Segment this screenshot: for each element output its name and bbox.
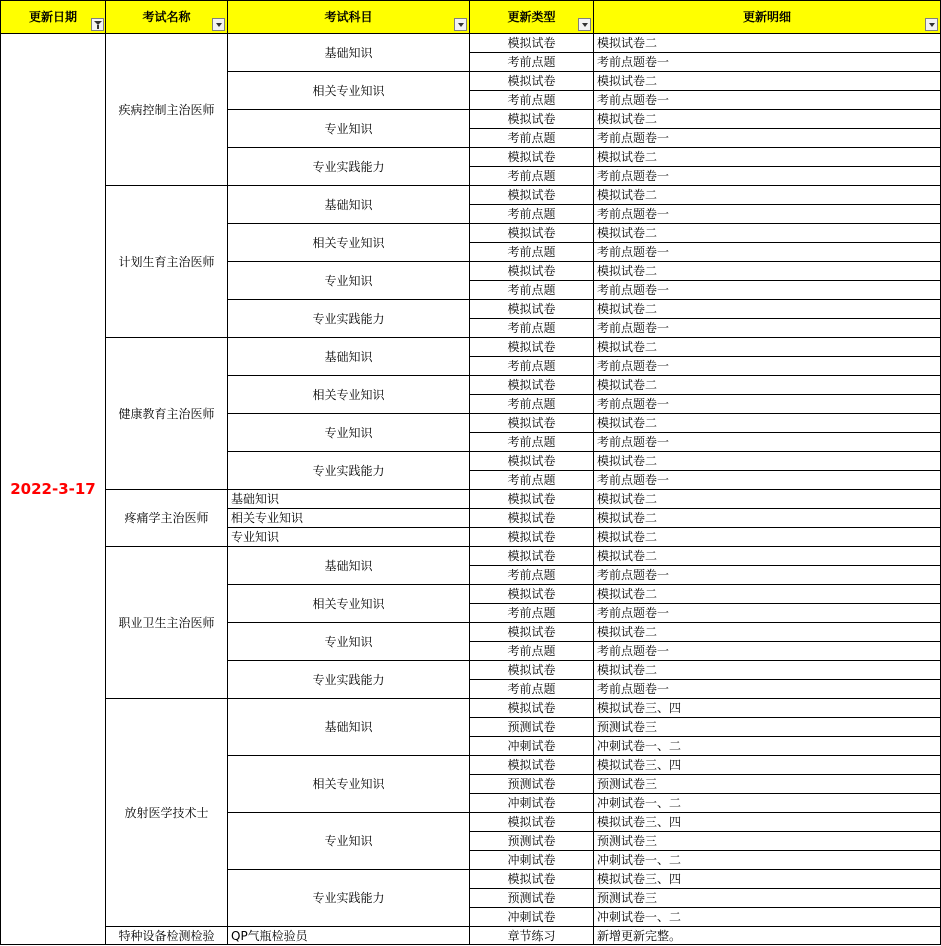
column-header-1-text: 更新日期 <box>28 10 77 24</box>
exam-name-cell-text: 疾病控制主治医师 <box>118 102 215 117</box>
update-type-cell-text: 模拟试卷 <box>507 340 556 354</box>
update-type-cell-text: 预测试卷 <box>507 777 556 791</box>
exam-subject-cell-text: 相关专业知识 <box>312 777 385 791</box>
update-detail-cell[interactable] <box>594 775 941 794</box>
update-type-cell-text: 考前点题 <box>507 606 556 620</box>
update-detail-cell-text: 模拟试卷二 <box>597 226 658 240</box>
update-detail-cell-text: 模拟试卷二 <box>597 492 658 506</box>
exam-name-cell[interactable] <box>106 338 228 490</box>
update-type-cell[interactable] <box>470 34 594 53</box>
update-type-cell[interactable] <box>470 908 594 927</box>
update-detail-cell-text: 考前点题卷一 <box>597 359 670 373</box>
update-type-cell[interactable] <box>470 395 594 414</box>
update-detail-cell[interactable] <box>594 395 941 414</box>
exam-subject-cell[interactable] <box>228 547 470 585</box>
update-detail-cell-text: 模拟试卷二 <box>597 188 658 202</box>
column-header-1[interactable] <box>0 0 106 34</box>
update-type-cell-text: 考前点题 <box>507 93 556 107</box>
filter-dropdown-button[interactable] <box>925 18 938 31</box>
update-detail-cell-text: 模拟试卷二 <box>597 112 658 126</box>
update-detail-cell[interactable] <box>594 490 941 509</box>
update-type-cell-text: 模拟试卷 <box>507 511 556 525</box>
update-detail-cell[interactable] <box>594 889 941 908</box>
filter-dropdown-button[interactable] <box>212 18 225 31</box>
update-type-cell[interactable] <box>470 414 594 433</box>
update-detail-cell[interactable] <box>594 243 941 262</box>
exam-name-cell-text: 放射医学技术士 <box>124 805 209 820</box>
update-type-cell[interactable] <box>470 775 594 794</box>
update-type-cell-text: 模拟试卷 <box>507 701 556 715</box>
exam-subject-cell[interactable] <box>228 509 470 528</box>
exam-subject-cell[interactable] <box>228 376 470 414</box>
update-type-cell-text: 模拟试卷 <box>507 74 556 88</box>
update-type-cell[interactable] <box>470 718 594 737</box>
update-type-cell-text: 章节练习 <box>507 928 556 943</box>
update-type-cell[interactable] <box>470 566 594 585</box>
update-type-cell[interactable] <box>470 319 594 338</box>
chevron-down-icon <box>216 23 222 27</box>
update-detail-cell[interactable] <box>594 148 941 167</box>
update-type-cell-text: 考前点题 <box>507 131 556 145</box>
update-type-cell-text: 模拟试卷 <box>507 150 556 164</box>
update-detail-cell[interactable] <box>594 642 941 661</box>
exam-subject-cell-text: 基础知识 <box>324 45 373 60</box>
update-type-cell[interactable] <box>470 756 594 775</box>
update-detail-cell[interactable] <box>594 338 941 357</box>
exam-name-cell[interactable] <box>106 34 228 186</box>
update-type-cell[interactable] <box>470 433 594 452</box>
update-type-cell[interactable] <box>470 794 594 813</box>
update-type-cell-text: 模拟试卷 <box>507 226 556 240</box>
exam-subject-cell-text: 专业实践能力 <box>312 159 385 174</box>
update-detail-cell[interactable] <box>594 186 941 205</box>
update-type-cell[interactable] <box>470 604 594 623</box>
update-detail-cell[interactable] <box>594 167 941 186</box>
update-detail-cell[interactable] <box>594 870 941 889</box>
column-header-3-text: 考试科目 <box>324 10 373 24</box>
update-type-cell[interactable] <box>470 832 594 851</box>
update-detail-cell[interactable] <box>594 300 941 319</box>
update-type-cell-text: 考前点题 <box>507 321 556 335</box>
update-detail-cell-text: 新增更新完整。 <box>597 928 682 943</box>
exam-subject-cell[interactable] <box>228 148 470 186</box>
column-header-5[interactable] <box>594 0 941 34</box>
update-detail-cell[interactable] <box>594 72 941 91</box>
update-type-cell[interactable] <box>470 471 594 490</box>
update-detail-cell[interactable] <box>594 452 941 471</box>
update-detail-cell[interactable] <box>594 794 941 813</box>
update-detail-cell-text: 预测试卷三 <box>597 891 658 905</box>
update-type-cell[interactable] <box>470 129 594 148</box>
update-type-cell[interactable] <box>470 110 594 129</box>
update-type-cell-text: 考前点题 <box>507 245 556 259</box>
exam-subject-cell-text: 基础知识 <box>324 558 373 573</box>
column-header-2-text: 考试名称 <box>142 10 191 24</box>
exam-subject-cell[interactable] <box>228 300 470 338</box>
update-detail-cell-text: 考前点题卷一 <box>597 435 670 449</box>
update-type-cell-text: 预测试卷 <box>507 834 556 848</box>
update-detail-cell-text: 考前点题卷一 <box>597 606 670 620</box>
update-detail-cell-text: 模拟试卷二 <box>597 264 658 278</box>
exam-subject-cell-text: 相关专业知识 <box>231 511 304 525</box>
update-type-cell[interactable] <box>470 680 594 699</box>
exam-subject-cell[interactable] <box>228 756 470 813</box>
exam-subject-cell-text: QP气瓶检验员 <box>231 928 308 943</box>
exam-name-cell-text: 疼痛学主治医师 <box>124 511 209 525</box>
update-type-cell[interactable] <box>470 262 594 281</box>
update-detail-cell-text: 模拟试卷三、四 <box>597 758 682 772</box>
update-detail-cell-text: 冲刺试卷一、二 <box>597 796 682 810</box>
update-detail-cell[interactable] <box>594 528 941 547</box>
update-detail-cell[interactable] <box>594 699 941 718</box>
update-type-cell-text: 考前点题 <box>507 473 556 487</box>
update-type-cell-text: 模拟试卷 <box>507 758 556 772</box>
update-type-cell[interactable] <box>470 338 594 357</box>
update-type-cell-text: 模拟试卷 <box>507 112 556 126</box>
update-type-cell-text: 模拟试卷 <box>507 36 556 50</box>
exam-subject-cell-text: 专业知识 <box>324 425 373 440</box>
exam-subject-cell[interactable] <box>228 528 470 547</box>
update-detail-cell[interactable] <box>594 471 941 490</box>
update-detail-cell-text: 冲刺试卷一、二 <box>597 910 682 924</box>
exam-subject-cell-text: 专业知识 <box>231 530 280 544</box>
exam-subject-cell-text: 专业知识 <box>324 273 373 288</box>
update-type-cell[interactable] <box>470 186 594 205</box>
update-type-cell-text: 考前点题 <box>507 207 556 221</box>
funnel-icon <box>94 21 102 29</box>
exam-subject-cell-text: 专业实践能力 <box>312 672 385 687</box>
update-type-cell-text: 考前点题 <box>507 682 556 696</box>
update-detail-cell-text: 预测试卷三 <box>597 777 658 791</box>
update-detail-cell[interactable] <box>594 129 941 148</box>
update-detail-cell-text: 模拟试卷二 <box>597 150 658 164</box>
exam-subject-cell[interactable] <box>228 927 470 945</box>
update-detail-cell[interactable] <box>594 281 941 300</box>
update-type-cell[interactable] <box>470 813 594 832</box>
column-header-3[interactable] <box>228 0 470 34</box>
update-type-cell-text: 冲刺试卷 <box>507 853 556 867</box>
update-type-cell[interactable] <box>470 224 594 243</box>
update-type-cell[interactable] <box>470 699 594 718</box>
update-detail-cell-text: 考前点题卷一 <box>597 169 670 183</box>
column-header-5-text: 更新明细 <box>742 10 791 24</box>
exam-subject-cell-text: 基础知识 <box>324 197 373 212</box>
exam-subject-cell-text: 专业知识 <box>324 121 373 136</box>
update-type-cell-text: 模拟试卷 <box>507 492 556 506</box>
exam-subject-cell[interactable] <box>228 72 470 110</box>
update-detail-cell[interactable] <box>594 680 941 699</box>
exam-subject-cell[interactable] <box>228 338 470 376</box>
update-type-cell-text: 考前点题 <box>507 644 556 658</box>
exam-name-cell[interactable] <box>106 547 228 699</box>
update-type-cell-text: 模拟试卷 <box>507 872 556 886</box>
update-detail-cell-text: 冲刺试卷一、二 <box>597 739 682 753</box>
exam-name-cell[interactable] <box>106 186 228 338</box>
update-detail-cell[interactable] <box>594 737 941 756</box>
update-type-cell-text: 模拟试卷 <box>507 378 556 392</box>
update-detail-cell[interactable] <box>594 927 941 945</box>
update-detail-cell-text: 考前点题卷一 <box>597 397 670 411</box>
update-detail-cell-text: 考前点题卷一 <box>597 682 670 696</box>
update-type-cell-text: 模拟试卷 <box>507 815 556 829</box>
update-type-cell[interactable] <box>470 547 594 566</box>
update-detail-cell-text: 预测试卷三 <box>597 720 658 734</box>
update-type-cell-text: 考前点题 <box>507 435 556 449</box>
update-detail-cell[interactable] <box>594 908 941 927</box>
update-type-cell-text: 冲刺试卷 <box>507 910 556 924</box>
update-detail-cell[interactable] <box>594 832 941 851</box>
update-type-cell-text: 考前点题 <box>507 397 556 411</box>
update-detail-cell-text: 考前点题卷一 <box>597 473 670 487</box>
exam-subject-cell[interactable] <box>228 490 470 509</box>
exam-name-cell-text: 职业卫生主治医师 <box>118 615 215 630</box>
update-detail-cell[interactable] <box>594 34 941 53</box>
update-detail-cell-text: 模拟试卷二 <box>597 625 658 639</box>
update-type-cell[interactable] <box>470 148 594 167</box>
update-type-cell[interactable] <box>470 870 594 889</box>
update-detail-cell[interactable] <box>594 433 941 452</box>
update-detail-cell-text: 模拟试卷三、四 <box>597 815 682 829</box>
update-detail-cell-text: 考前点题卷一 <box>597 568 670 582</box>
update-type-cell[interactable] <box>470 490 594 509</box>
update-detail-cell[interactable] <box>594 623 941 642</box>
update-date-cell-text: 2022-3-17 <box>10 479 96 498</box>
exam-name-cell-text: 特种设备检测检验 <box>118 928 215 943</box>
update-type-cell-text: 模拟试卷 <box>507 416 556 430</box>
update-type-cell[interactable] <box>470 509 594 528</box>
update-detail-cell[interactable] <box>594 604 941 623</box>
update-type-cell[interactable] <box>470 927 594 945</box>
exam-subject-cell-text: 专业知识 <box>324 834 373 848</box>
exam-subject-cell-text: 相关专业知识 <box>312 83 385 98</box>
column-header-4[interactable] <box>470 0 594 34</box>
update-date-cell[interactable] <box>0 34 106 945</box>
update-detail-cell-text: 考前点题卷一 <box>597 207 670 221</box>
update-type-cell[interactable] <box>470 376 594 395</box>
update-detail-cell-text: 模拟试卷二 <box>597 302 658 316</box>
exam-name-cell[interactable] <box>106 490 228 547</box>
update-detail-cell-text: 模拟试卷二 <box>597 549 658 563</box>
update-type-cell-text: 考前点题 <box>507 359 556 373</box>
exam-subject-cell-text: 基础知识 <box>324 720 373 734</box>
update-type-cell-text: 模拟试卷 <box>507 264 556 278</box>
update-type-cell[interactable] <box>470 642 594 661</box>
exam-subject-cell[interactable] <box>228 585 470 623</box>
update-detail-cell-text: 考前点题卷一 <box>597 131 670 145</box>
exam-subject-cell-text: 相关专业知识 <box>312 235 385 250</box>
update-type-cell-text: 预测试卷 <box>507 891 556 905</box>
update-detail-cell-text: 模拟试卷二 <box>597 74 658 88</box>
filter-dropdown-button[interactable] <box>454 18 467 31</box>
update-detail-cell-text: 模拟试卷二 <box>597 663 658 677</box>
update-detail-cell[interactable] <box>594 851 941 870</box>
exam-subject-cell[interactable] <box>228 699 470 756</box>
filter-active-icon[interactable] <box>91 18 104 31</box>
exam-name-cell[interactable] <box>106 699 228 927</box>
update-type-cell-text: 模拟试卷 <box>507 663 556 677</box>
chevron-down-icon <box>458 23 464 27</box>
exam-name-cell-text: 健康教育主治医师 <box>118 406 215 421</box>
exam-subject-cell[interactable] <box>228 414 470 452</box>
exam-subject-cell-text: 相关专业知识 <box>312 596 385 611</box>
update-type-cell[interactable] <box>470 623 594 642</box>
update-type-cell-text: 模拟试卷 <box>507 188 556 202</box>
update-type-cell[interactable] <box>470 243 594 262</box>
update-detail-cell[interactable] <box>594 414 941 433</box>
update-detail-cell-text: 模拟试卷三、四 <box>597 872 682 886</box>
update-detail-cell[interactable] <box>594 585 941 604</box>
update-detail-cell[interactable] <box>594 205 941 224</box>
update-detail-cell[interactable] <box>594 91 941 110</box>
exam-subject-cell[interactable] <box>228 110 470 148</box>
update-detail-cell-text: 模拟试卷二 <box>597 511 658 525</box>
update-detail-cell[interactable] <box>594 262 941 281</box>
chevron-down-icon <box>929 23 935 27</box>
exam-subject-cell-text: 专业实践能力 <box>312 891 385 905</box>
update-detail-cell[interactable] <box>594 319 941 338</box>
update-detail-cell-text: 考前点题卷一 <box>597 644 670 658</box>
update-detail-cell-text: 模拟试卷二 <box>597 587 658 601</box>
exam-subject-cell-text: 基础知识 <box>231 492 280 506</box>
update-type-cell[interactable] <box>470 585 594 604</box>
update-type-cell[interactable] <box>470 889 594 908</box>
exam-subject-cell[interactable] <box>228 813 470 870</box>
update-type-cell[interactable] <box>470 167 594 186</box>
update-detail-cell[interactable] <box>594 376 941 395</box>
exam-subject-cell-text: 基础知识 <box>324 349 373 364</box>
exam-subject-cell-text: 专业知识 <box>324 634 373 649</box>
update-type-cell-text: 冲刺试卷 <box>507 796 556 810</box>
update-type-cell[interactable] <box>470 452 594 471</box>
update-detail-cell-text: 考前点题卷一 <box>597 55 670 69</box>
update-detail-cell-text: 考前点题卷一 <box>597 93 670 107</box>
update-type-cell[interactable] <box>470 528 594 547</box>
update-type-cell[interactable] <box>470 53 594 72</box>
column-header-2[interactable] <box>106 0 228 34</box>
update-type-cell-text: 模拟试卷 <box>507 302 556 316</box>
update-type-cell[interactable] <box>470 737 594 756</box>
chevron-down-icon <box>582 23 588 27</box>
exam-subject-cell[interactable] <box>228 870 470 927</box>
exam-name-cell[interactable] <box>106 927 228 945</box>
update-detail-cell-text: 模拟试卷二 <box>597 454 658 468</box>
update-detail-cell[interactable] <box>594 357 941 376</box>
exam-subject-cell[interactable] <box>228 661 470 699</box>
update-type-cell-text: 考前点题 <box>507 568 556 582</box>
exam-subject-cell[interactable] <box>228 224 470 262</box>
update-detail-cell-text: 模拟试卷二 <box>597 340 658 354</box>
update-detail-cell[interactable] <box>594 224 941 243</box>
update-type-cell-text: 模拟试卷 <box>507 625 556 639</box>
update-type-cell[interactable] <box>470 357 594 376</box>
update-detail-cell-text: 预测试卷三 <box>597 834 658 848</box>
column-header-4-text: 更新类型 <box>507 10 556 24</box>
update-type-cell-text: 模拟试卷 <box>507 587 556 601</box>
exam-subject-cell[interactable] <box>228 452 470 490</box>
update-type-cell[interactable] <box>470 661 594 680</box>
exam-subject-cell-text: 专业实践能力 <box>312 311 385 326</box>
update-detail-cell-text: 模拟试卷二 <box>597 36 658 50</box>
update-type-cell[interactable] <box>470 91 594 110</box>
update-detail-cell[interactable] <box>594 110 941 129</box>
update-detail-cell-text: 模拟试卷三、四 <box>597 701 682 715</box>
update-type-cell-text: 模拟试卷 <box>507 454 556 468</box>
exam-subject-cell-text: 相关专业知识 <box>312 387 385 402</box>
update-type-cell[interactable] <box>470 281 594 300</box>
update-detail-cell[interactable] <box>594 566 941 585</box>
update-detail-cell[interactable] <box>594 813 941 832</box>
update-detail-cell[interactable] <box>594 509 941 528</box>
update-type-cell-text: 考前点题 <box>507 283 556 297</box>
update-detail-cell[interactable] <box>594 547 941 566</box>
update-detail-cell-text: 模拟试卷二 <box>597 416 658 430</box>
filter-dropdown-button[interactable] <box>578 18 591 31</box>
update-type-cell[interactable] <box>470 205 594 224</box>
update-detail-cell-text: 模拟试卷二 <box>597 378 658 392</box>
update-detail-cell[interactable] <box>594 53 941 72</box>
update-type-cell[interactable] <box>470 851 594 870</box>
update-type-cell-text: 预测试卷 <box>507 720 556 734</box>
update-detail-cell-text: 冲刺试卷一、二 <box>597 853 682 867</box>
update-detail-cell-text: 考前点题卷一 <box>597 283 670 297</box>
update-type-cell-text: 模拟试卷 <box>507 530 556 544</box>
exam-subject-cell[interactable] <box>228 186 470 224</box>
exam-name-cell-text: 计划生育主治医师 <box>118 254 215 269</box>
update-detail-cell-text: 考前点题卷一 <box>597 245 670 259</box>
exam-subject-cell[interactable] <box>228 34 470 72</box>
update-type-cell[interactable] <box>470 72 594 91</box>
update-detail-cell[interactable] <box>594 756 941 775</box>
update-type-cell-text: 模拟试卷 <box>507 549 556 563</box>
update-detail-cell-text: 考前点题卷一 <box>597 321 670 335</box>
update-type-cell[interactable] <box>470 300 594 319</box>
update-detail-cell[interactable] <box>594 718 941 737</box>
update-detail-cell[interactable] <box>594 661 941 680</box>
update-detail-cell-text: 模拟试卷二 <box>597 530 658 544</box>
update-type-cell-text: 考前点题 <box>507 169 556 183</box>
exam-subject-cell[interactable] <box>228 623 470 661</box>
exam-subject-cell[interactable] <box>228 262 470 300</box>
update-type-cell-text: 考前点题 <box>507 55 556 69</box>
update-type-cell-text: 冲刺试卷 <box>507 739 556 753</box>
exam-subject-cell-text: 专业实践能力 <box>312 463 385 478</box>
